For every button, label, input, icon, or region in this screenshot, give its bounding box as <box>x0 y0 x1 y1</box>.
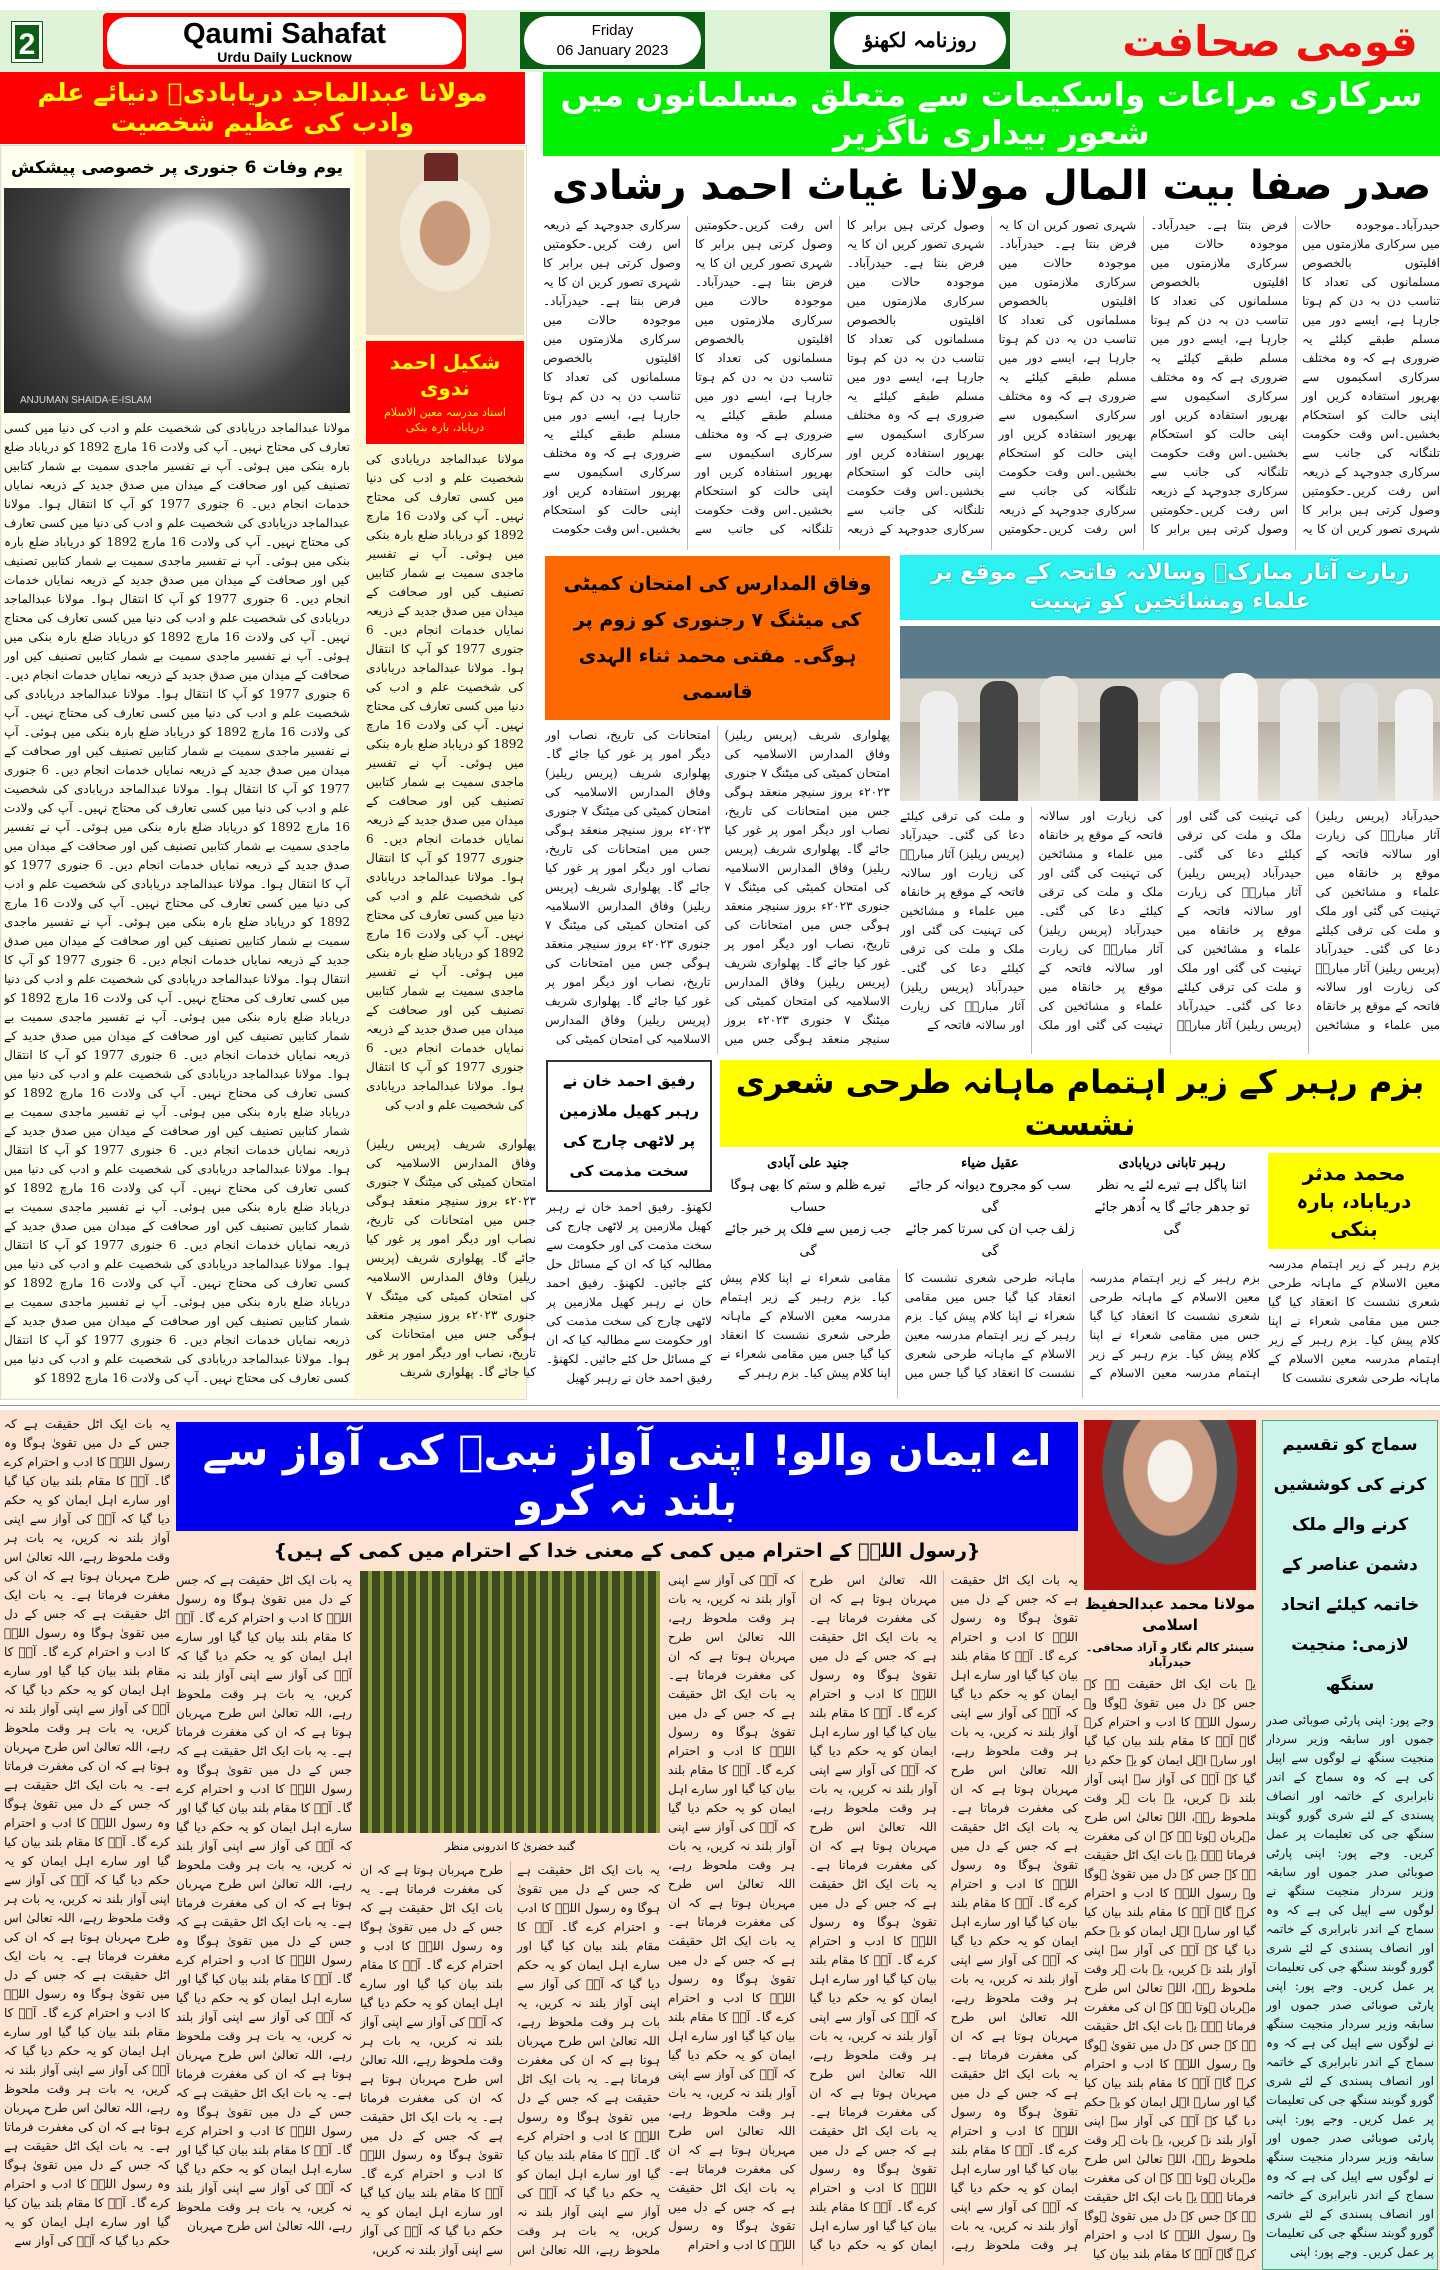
poem-line: اتنا پاگل ہے تیرے لئے یہ نظر <box>1097 1178 1247 1194</box>
mushaira-dateline: محمد مدثر دریاباد، بارہ بنکی <box>1268 1153 1440 1249</box>
lead-story-body: حیدرآباد۔موجودہ حالات میں سرکاری ملازمتوں میں اقلیتوں بالخصوص مسلمانوں کی تعداد کا تناسب دن بہ دن کم ہوتا جارہا ہے، ایسے دور میں مسلم طبقے کیلئے یہ ضروری ہے کہ وہ مختلف سرکاری اسکیموں سے بھرپور استفادہ کریں اور اپنی حالت کو استحکام بخشیں۔اس وقت حکومت تلنگانہ کی جانب سے سرکاری جدوجہد کے ذریعہ اس رفت کریں۔حکومتیں وصول کرتی ہیں برابر کا شہری تصور کریں ان کا یہ فرض بنتا ہے۔ حیدرآباد۔موجودہ حالات میں سرکاری ملازمتوں میں اقلیتوں بالخصوص مسلمانوں کی تعداد کا تناسب دن بہ دن کم ہوتا جارہا ہے، ایسے دور میں مسلم طبقے کیلئے یہ ضروری ہے کہ وہ مختلف سرکاری اسکیموں سے بھرپور استفادہ کریں اور اپنی حالت کو استحکام بخشیں۔اس وقت حکومت تلنگانہ کی جانب سے سرکاری جدوجہد کے ذریعہ اس رفت کریں۔حکومتیں وصول کرتی ہیں برابر کا شہری تصور کریں ان کا یہ فرض بنتا ہے۔ حیدرآباد۔موجودہ حالات میں سرکاری ملازمتوں میں اقلیتوں بالخصوص مسلمانوں کی تعداد کا تناسب دن بہ دن کم ہوتا جارہا ہے، ایسے دور میں مسلم طبقے کیلئے یہ ضروری ہے کہ وہ مختلف سرکاری اسکیموں سے بھرپور استفادہ کریں اور اپنی حالت کو استحکام بخشیں۔اس وقت حکومت تلنگانہ کی جانب سے سرکاری جدوجہد کے ذریعہ اس رفت کریں۔حکومتیں وصول کرتی ہیں برابر کا شہری تصور کریں ان کا یہ فرض بنتا ہے۔ حیدرآباد۔موجودہ حالات میں سرکاری ملازمتوں میں اقلیتوں بالخصوص مسلمانوں کی تعداد کا تناسب دن بہ دن کم ہوتا جارہا ہے، ایسے دور میں مسلم طبقے کیلئے یہ ضروری ہے کہ وہ مختلف سرکاری اسکیموں سے بھرپور استفادہ کریں اور اپنی حالت کو استحکام بخشیں۔اس وقت حکومت تلنگانہ کی جانب سے سرکاری جدوجہد کے ذریعہ اس رفت کریں۔حکومتیں وصول کرتی ہیں برابر کا شہری تصور کریں ان کا یہ فرض بنتا ہے۔ حیدرآباد۔موجودہ حالات میں سرکاری ملازمتوں میں اقلیتوں بالخصوص مسلمانوں کی تعداد کا تناسب دن بہ دن کم ہوتا جارہا ہے، ایسے دور میں مسلم طبقے کیلئے یہ ضروری ہے کہ وہ مختلف سرکاری اسکیموں سے بھرپور استفادہ کریں اور اپنی حالت کو استحکام بخشیں۔اس وقت حکومت تلنگانہ کی جانب سے سرکاری جدوجہد کے ذریعہ اس رفت کریں۔حکومتیں وصول کرتی ہیں برابر کا شہری تصور کریں ان کا یہ فرض بنتا ہے۔ حیدرآباد۔موجودہ حالات میں سرکاری ملازمتوں میں اقلیتوں بالخصوص مسلمانوں کی تعداد کا تناسب دن بہ دن کم ہوتا جارہا ہے، ایسے دور میں مسلم طبقے کیلئے یہ ضروری ہے کہ وہ مختلف سرکاری اسکیموں سے بھرپور استفادہ کریں اور اپنی حالت کو استحکام بخشیں۔اس وقت حکومت <box>543 217 1440 536</box>
roznama-box <box>830 12 1010 69</box>
poem-list <box>720 1153 1260 1263</box>
column-article-body-5: یہ بات ایک اٹل حقیقت ہے کہ جس کے دل میں تقویٰ ہوگا وہ رسول اللہؐ کا ادب و احترام کرے گا۔ آپؐ کا مقام بلند بیان کیا گیا اور سارے اہل ایمان کو یہ حکم دیا گیا کہ آپؐ کی آواز سے اپنی آواز بلند نہ کریں، یہ بات ہر وقت ملحوظ رہے، اللہ تعالیٰ اس طرح مہربان ہوتا ہے کہ ان کی مغفرت فرماتا ہے۔ یہ بات ایک اٹل حقیقت ہے کہ جس کے دل میں تقویٰ ہوگا وہ رسول اللہؐ کا ادب و احترام کرے گا۔ آپؐ کا مقام بلند بیان کیا گیا اور سارے اہل ایمان کو یہ حکم دیا گیا کہ آپؐ کی آواز سے اپنی آواز بلند نہ کریں، یہ بات ہر وقت ملحوظ رہے، اللہ تعالیٰ اس طرح مہربان ہوتا ہے کہ ان کی مغفرت فرماتا ہے۔ یہ بات ایک اٹل حقیقت ہے کہ جس کے دل میں تقویٰ ہوگا وہ رسول اللہؐ کا ادب و احترام کرے گا۔ آپؐ کا مقام بلند بیان کیا گیا اور سارے اہل ایمان کو یہ حکم دیا گیا کہ آپؐ کی آواز سے اپنی آواز بلند نہ کریں، یہ بات ہر وقت ملحوظ رہے، اللہ تعالیٰ اس طرح مہربان ہوتا ہے کہ ان کی مغفرت فرماتا ہے۔ یہ بات ایک اٹل حقیقت ہے کہ جس کے دل میں تقویٰ ہوگا وہ رسول اللہؐ کا ادب و احترام کرے گا۔ آپؐ کا مقام بلند بیان کیا <box>1084 1676 1256 2261</box>
lead-story <box>543 72 1440 550</box>
manjit-body: وجے پور: اپنی پارٹی صوبائی صدر جموں اور سابقہ وزیر سردار منجیت سنگھ نے لوگوں سے اپیل کی ہے کہ وہ سماج کے اندر نابرابری کے خاتمہ اور انصاف پسندی کے لئے شری گورو گوبند سنگھ جی کی تعلیمات پر عمل کریں۔ وجے پور: اپنی پارٹی صوبائی صدر جموں اور سابقہ وزیر سردار منجیت سنگھ نے لوگوں سے اپیل کی ہے کہ وہ سماج کے اندر نابرابری کے خاتمہ اور انصاف پسندی کے لئے شری گورو گوبند سنگھ جی کی تعلیمات پر عمل کریں۔ وجے پور: اپنی پارٹی صوبائی صدر جموں اور سابقہ وزیر سردار منجیت سنگھ نے لوگوں سے اپیل کی ہے کہ وہ سماج کے اندر نابرابری کے خاتمہ اور انصاف پسندی کے لئے شری گورو گوبند سنگھ جی کی تعلیمات پر عمل کریں۔ وجے پور: اپنی پارٹی صوبائی صدر جموں اور سابقہ وزیر سردار منجیت سنگھ نے لوگوں سے اپیل کی ہے کہ وہ سماج کے اندر نابرابری کے خاتمہ اور انصاف پسندی کے لئے شری گورو گوبند سنگھ جی کی تعلیمات پر عمل کریں۔ وجے پور: اپنی <box>1266 1713 1434 2259</box>
poet-name: عقیل ضیاء <box>961 1156 1019 1172</box>
mushaira-banner: بزم رہبر کے زیر اہتمام ماہانہ طرحی شعری نشست <box>720 1060 1440 1147</box>
lead-story-headline: صدر صفا بیت المال مولانا غیاث احمد رشادی <box>551 162 1432 209</box>
author-name: شکیل احمد ندوی <box>389 350 501 400</box>
mosque-photo-caption: گنبد خضریٰ کا اندرونی منظر <box>444 1840 576 1854</box>
rafique-body: لکھنؤ۔ رفیق احمد خان نے رہبر کھیل ملازمین پر لاٹھی چارج کی سخت مذمت کی اور حکومت سے مطالبہ کیا کہ ان کے مسائل حل کئے جائیں۔ لکھنؤ۔ رفیق احمد خان نے رہبر کھیل ملازمین پر لاٹھی چارج کی سخت مذمت کی اور حکومت سے مطالبہ کیا کہ ان کے مسائل حل کئے جائیں۔ لکھنؤ۔ رفیق احمد خان نے رہبر کھیل <box>546 1200 712 1385</box>
brand-tagline: Urdu Daily Lucknow <box>217 49 352 65</box>
poem-line: جب زمیں سے فلک پر خبر جائے گی <box>724 1222 892 1260</box>
lead-story-banner: سرکاری مراعات واسکیمات سے متعلق مسلمانوں میں شعور بیداری ناگزیر <box>543 72 1440 156</box>
column-article-banner: اے ایمان والو! اپنی آواز نبیؐ کی آواز سے بلند نہ کرو <box>176 1422 1078 1531</box>
rafique-story <box>546 1060 712 1398</box>
ziyarat-story <box>900 555 1440 1054</box>
issue-date: 06 January 2023 <box>556 42 669 59</box>
author-portrait <box>366 150 524 335</box>
wifaq-body: پھلواری شریف (پریس ریلیز) وفاق المدارس الاسلامیہ کی امتحان کمیٹی کی میٹنگ ۷ جنوری ۲۰۲۳ء بروز سنیچر منعقد ہوگی جس میں امتحانات کی تاریخ، نصاب اور دیگر امور پر غور کیا جائے گا۔ پھلواری شریف (پریس ریلیز) وفاق المدارس الاسلامیہ کی امتحان کمیٹی کی میٹنگ ۷ جنوری ۲۰۲۳ء بروز سنیچر منعقد ہوگی جس میں امتحانات کی تاریخ، نصاب اور دیگر امور پر غور کیا جائے گا۔ پھلواری شریف (پریس ریلیز) وفاق المدارس الاسلامیہ کی امتحان کمیٹی کی میٹنگ ۷ جنوری ۲۰۲۳ء بروز سنیچر منعقد ہوگی جس میں امتحانات کی تاریخ، نصاب اور دیگر امور پر غور کیا جائے گا۔ پھلواری شریف (پریس ریلیز) وفاق المدارس الاسلامیہ کی امتحان کمیٹی کی میٹنگ ۷ جنوری ۲۰۲۳ء بروز سنیچر منعقد ہوگی جس میں امتحانات کی تاریخ، نصاب اور دیگر امور پر غور کیا جائے گا۔ پھلواری شریف (پریس ریلیز) وفاق المدارس الاسلامیہ کی امتحان کمیٹی کی میٹنگ ۷ جنوری ۲۰۲۳ء بروز سنیچر منعقد ہوگی جس میں امتحانات کی تاریخ، نصاب اور دیگر امور پر غور کیا جائے گا۔ پھلواری شریف (پریس ریلیز) وفاق المدارس الاسلامیہ کی امتحان کمیٹی کی <box>545 728 890 1046</box>
author-box <box>366 341 524 444</box>
poem-2 <box>902 1153 1078 1263</box>
maulana-daryabadi-photo <box>4 188 350 413</box>
mushaira-poems-cont: بزم رہبر کے زیر اہتمام مدرسہ معین الاسلام کے ماہانہ طرحی شعری نشست کا انعقاد کیا گیا جس میں مقامی شعراء نے اپنا کلام پیش کیا۔ بزم رہبر کے زیر اہتمام مدرسہ معین الاسلام کے ماہانہ طرحی شعری نشست کا انعقاد کیا گیا جس میں مقامی شعراء نے اپنا کلام پیش کیا۔ بزم رہبر کے زیر اہتمام مدرسہ معین الاسلام کے ماہانہ طرحی شعری نشست کا انعقاد کیا گیا جس میں مقامی شعراء نے اپنا کلام پیش کیا۔ بزم رہبر کے زیر اہتمام مدرسہ معین الاسلام کے ماہانہ طرحی شعری نشست کا انعقاد کیا گیا جس میں مقامی شعراء نے اپنا کلام پیش کیا۔ بزم رہبر کے <box>720 1271 1260 1381</box>
poem-1 <box>1084 1153 1260 1263</box>
poem-3 <box>720 1153 896 1263</box>
column-article-body-2: یہ بات ایک اٹل حقیقت ہے کہ جس کے دل میں تقویٰ ہوگا وہ رسول اللہؐ کا ادب و احترام کرے گا۔ آپؐ کا مقام بلند بیان کیا گیا اور سارے اہل ایمان کو یہ حکم دیا گیا کہ آپؐ کی آواز سے اپنی آواز بلند نہ کریں، یہ بات ہر وقت ملحوظ رہے، اللہ تعالیٰ اس طرح مہربان ہوتا ہے کہ ان کی مغفرت فرماتا ہے۔ یہ بات ایک اٹل حقیقت ہے کہ جس کے دل میں تقویٰ ہوگا وہ رسول اللہؐ کا ادب و احترام کرے گا۔ آپؐ کا مقام بلند بیان کیا گیا اور سارے اہل ایمان کو یہ حکم دیا گیا کہ آپؐ کی آواز سے اپنی آواز بلند نہ کریں، یہ بات ہر وقت ملحوظ رہے، اللہ تعالیٰ اس طرح مہربان ہوتا ہے کہ ان کی مغفرت فرماتا ہے۔ یہ بات ایک اٹل حقیقت ہے کہ جس کے دل میں تقویٰ ہوگا وہ رسول اللہؐ کا ادب و احترام کرے گا۔ آپؐ کا مقام بلند بیان کیا گیا اور سارے اہل ایمان کو یہ حکم دیا گیا کہ آپؐ کی آواز سے اپنی آواز بلند نہ کریں، یہ بات ہر وقت ملحوظ رہے، اللہ تعالیٰ اس طرح مہربان ہوتا ہے کہ ان کی مغفرت فرماتا ہے۔ یہ بات ایک اٹل حقیقت ہے کہ جس کے دل میں تقویٰ ہوگا وہ رسول اللہؐ کا ادب و احترام کرے گا۔ آپؐ کا مقام بلند بیان کیا گیا اور سارے اہل ایمان کو یہ حکم دیا گیا کہ آپؐ کی آواز سے اپنی آواز بلند نہ کریں، یہ بات ہر وقت ملحوظ رہے، اللہ تعالیٰ اس طرح مہربان <box>176 1573 352 2234</box>
mushaira-report-column <box>1268 1153 1440 1398</box>
section-divider <box>0 1405 1440 1406</box>
rafique-headline: رفیق احمد خان نے رہبر کھیل ملازمین پر لاٹھی چارج کی سخت مذمت کی <box>546 1060 712 1192</box>
page-number: 2 <box>12 22 42 62</box>
ziyarat-body: حیدرآباد (پریس ریلیز) آثار مبارکؐ کی زیارت اور سالانہ فاتحہ کے موقع پر خانقاہ میں علماء و مشائخین کی تہنیت کی گئی اور ملک و ملت کی ترقی کیلئے دعا کی گئی۔ حیدرآباد (پریس ریلیز) آثار مبارکؐ کی زیارت اور سالانہ فاتحہ کے موقع پر خانقاہ میں علماء و مشائخین کی تہنیت کی گئی اور ملک و ملت کی ترقی کیلئے دعا کی گئی۔ حیدرآباد (پریس ریلیز) آثار مبارکؐ کی زیارت اور سالانہ فاتحہ کے موقع پر خانقاہ میں علماء و مشائخین کی تہنیت کی گئی اور ملک و ملت کی ترقی کیلئے دعا کی گئی۔ حیدرآباد (پریس ریلیز) آثار مبارکؐ کی زیارت اور سالانہ فاتحہ کے موقع پر خانقاہ میں علماء و مشائخین کی تہنیت کی گئی اور ملک و ملت کی ترقی کیلئے دعا کی گئی۔ حیدرآباد (پریس ریلیز) آثار مبارکؐ کی زیارت اور سالانہ فاتحہ کے موقع پر خانقاہ میں علماء و مشائخین کی تہنیت کی گئی اور ملک و ملت کی ترقی کیلئے دعا کی گئی۔ حیدرآباد (پریس ریلیز) آثار مبارکؐ کی زیارت اور سالانہ فاتحہ کے موقع پر خانقاہ میں علماء و مشائخین کی تہنیت کی گئی اور ملک و ملت کی ترقی کیلئے دعا کی گئی۔ حیدرآباد (پریس ریلیز) آثار مبارکؐ کی زیارت اور سالانہ فاتحہ کے <box>900 809 1440 1033</box>
author-title: استاد مدرسہ معین الاسلام دریاباد، بارہ بنکی <box>384 406 506 435</box>
left-feature-body-col2: مولانا عبدالماجد دریابادی کی شخصیت علم و ادب کی دنیا میں کسی تعارف کی محتاج نہیں۔ آپ کی ولادت 16 مارچ 1892 کو دریاباد ضلع بارہ بنکی میں ہوئی۔ آپ نے تفسیر ماجدی سمیت بے شمار کتابیں تصنیف کیں اور صحافت کے میدان میں صدق جدید کے ذریعہ نمایاں خدمات انجام دیں۔ 6 جنوری 1977 کو آپ کا انتقال ہوا۔ مولانا عبدالماجد دریابادی کی شخصیت علم و ادب کی دنیا میں کسی تعارف کی محتاج نہیں۔ آپ کی ولادت 16 مارچ 1892 کو دریاباد ضلع بارہ بنکی میں ہوئی۔ آپ نے تفسیر ماجدی سمیت بے شمار کتابیں تصنیف کیں اور صحافت کے میدان میں صدق جدید کے ذریعہ نمایاں خدمات انجام دیں۔ 6 جنوری 1977 کو آپ کا انتقال ہوا۔ مولانا عبدالماجد دریابادی کی شخصیت علم و ادب کی دنیا میں کسی تعارف کی محتاج نہیں۔ آپ کی ولادت 16 مارچ 1892 کو دریاباد ضلع بارہ بنکی میں ہوئی۔ آپ نے تفسیر ماجدی سمیت بے شمار کتابیں تصنیف کیں اور صحافت کے میدان میں صدق جدید کے ذریعہ نمایاں خدمات انجام دیں۔ 6 جنوری 1977 کو آپ کا انتقال ہوا۔ مولانا عبدالماجد دریابادی کی شخصیت علم و ادب کی <box>366 451 524 1112</box>
columnist-column <box>1084 1420 1256 2265</box>
columnist-title: سینئر کالم نگار و آزاد صحافی۔ حیدرآباد <box>1085 1641 1255 1670</box>
column-article-photo-column <box>360 1571 660 2265</box>
mushaira-story <box>720 1060 1440 1398</box>
wifaq-story <box>545 556 890 1054</box>
wifaq-headline: وفاق المدارس کی امتحان کمیٹی کی میٹنگ ۷ رجنوری کو زوم پر ہوگی۔ مفتی محمد ثناء الہدی قاسمی <box>545 556 890 720</box>
left-feature-body: مولانا عبدالماجد دریابادی کی شخصیت علم و ادب کی دنیا میں کسی تعارف کی محتاج نہیں۔ آپ کی ولادت 16 مارچ 1892 کو دریاباد ضلع بارہ بنکی میں ہوئی۔ آپ نے تفسیر ماجدی سمیت بے شمار کتابیں تصنیف کیں اور صحافت کے میدان میں صدق جدید کے ذریعہ نمایاں خدمات انجام دیں۔ 6 جنوری 1977 کو آپ کا انتقال ہوا۔ مولانا عبدالماجد دریابادی کی شخصیت علم و ادب کی دنیا میں کسی تعارف کی محتاج نہیں۔ آپ کی ولادت 16 مارچ 1892 کو دریاباد ضلع بارہ بنکی میں ہوئی۔ آپ نے تفسیر ماجدی سمیت بے شمار کتابیں تصنیف کیں اور صحافت کے میدان میں صدق جدید کے ذریعہ نمایاں خدمات انجام دیں۔ 6 جنوری 1977 کو آپ کا انتقال ہوا۔ مولانا عبدالماجد دریابادی کی شخصیت علم و ادب کی دنیا میں کسی تعارف کی محتاج نہیں۔ آپ کی ولادت 16 مارچ 1892 کو دریاباد ضلع بارہ بنکی میں ہوئی۔ آپ نے تفسیر ماجدی سمیت بے شمار کتابیں تصنیف کیں اور صحافت کے میدان میں صدق جدید کے ذریعہ نمایاں خدمات انجام دیں۔ 6 جنوری 1977 کو آپ کا انتقال ہوا۔ مولانا عبدالماجد دریابادی کی شخصیت علم و ادب کی دنیا میں کسی تعارف کی محتاج نہیں۔ آپ کی ولادت 16 مارچ 1892 کو دریاباد ضلع بارہ بنکی میں ہوئی۔ آپ نے تفسیر ماجدی سمیت بے شمار کتابیں تصنیف کیں اور صحافت کے میدان میں صدق جدید کے ذریعہ نمایاں خدمات انجام دیں۔ 6 جنوری 1977 کو آپ کا انتقال ہوا۔ مولانا عبدالماجد دریابادی کی شخصیت علم و ادب کی دنیا میں کسی تعارف کی محتاج نہیں۔ آپ کی ولادت 16 مارچ 1892 کو دریاباد ضلع بارہ بنکی میں ہوئی۔ آپ نے تفسیر ماجدی سمیت بے شمار کتابیں تصنیف کیں اور صحافت کے میدان میں صدق جدید کے ذریعہ نمایاں خدمات انجام دیں۔ 6 جنوری 1977 کو آپ کا انتقال ہوا۔ مولانا عبدالماجد دریابادی کی شخصیت علم و ادب کی دنیا میں کسی تعارف کی محتاج نہیں۔ آپ کی ولادت 16 مارچ 1892 کو دریاباد ضلع بارہ بنکی میں ہوئی۔ آپ نے تفسیر ماجدی سمیت بے شمار کتابیں تصنیف کیں اور صحافت کے میدان میں صدق جدید کے ذریعہ نمایاں خدمات انجام دیں۔ 6 جنوری 1977 کو آپ کا انتقال ہوا۔ مولانا عبدالماجد دریابادی کی شخصیت علم و ادب کی دنیا میں کسی تعارف کی محتاج نہیں۔ آپ کی ولادت 16 مارچ 1892 کو دریاباد ضلع بارہ بنکی میں ہوئی۔ آپ نے تفسیر ماجدی سمیت بے شمار کتابیں تصنیف کیں اور صحافت کے میدان میں صدق جدید کے ذریعہ نمایاں خدمات انجام دیں۔ 6 جنوری 1977 کو آپ کا انتقال ہوا۔ مولانا عبدالماجد دریابادی کی شخصیت علم و ادب کی دنیا میں کسی تعارف کی محتاج نہیں۔ آپ کی ولادت 16 مارچ 1892 کو دریاباد ضلع بارہ بنکی میں ہوئی۔ آپ نے تفسیر ماجدی سمیت بے شمار کتابیں تصنیف کیں اور صحافت کے میدان میں صدق جدید کے ذریعہ نمایاں خدمات انجام دیں۔ 6 جنوری 1977 کو آپ کا انتقال ہوا۔ مولانا عبدالماجد دریابادی کی شخصیت علم و ادب کی دنیا میں کسی تعارف کی محتاج نہیں۔ آپ کی ولادت 16 مارچ 1892 کو دریاباد ضلع بارہ بنکی میں ہوئی۔ آپ نے تفسیر ماجدی سمیت بے شمار کتابیں تصنیف کیں اور صحافت کے میدان میں صدق جدید کے ذریعہ نمایاں خدمات انجام دیں۔ 6 جنوری 1977 کو آپ کا انتقال ہوا۔ مولانا عبدالماجد دریابادی کی شخصیت علم و ادب کی دنیا میں کسی تعارف کی محتاج نہیں۔ آپ کی ولادت 16 مارچ 1892 کو دریاباد ضلع بارہ بنکی میں ہوئی۔ آپ نے تفسیر ماجدی سمیت بے شمار کتابیں تصنیف کیں اور صحافت کے میدان میں صدق جدید کے ذریعہ نمایاں خدمات انجام دیں۔ 6 جنوری 1977 کو آپ کا انتقال ہوا۔ مولانا عبدالماجد دریابادی کی شخصیت علم و ادب کی دنیا میں کسی تعارف کی محتاج نہیں۔ آپ کی ولادت 16 مارچ 1892 کو <box>4 420 350 1385</box>
column-article-body-4: یہ بات ایک اٹل حقیقت ہے کہ جس کے دل میں تقویٰ ہوگا وہ رسول اللہؐ کا ادب و احترام کرے گا۔ آپؐ کا مقام بلند بیان کیا گیا اور سارے اہل ایمان کو یہ حکم دیا گیا کہ آپؐ کی آواز سے اپنی آواز بلند نہ کریں، یہ بات ہر وقت ملحوظ رہے، اللہ تعالیٰ اس طرح مہربان ہوتا ہے کہ ان کی مغفرت فرماتا ہے۔ یہ بات ایک اٹل حقیقت ہے کہ جس کے دل میں تقویٰ ہوگا وہ رسول اللہؐ کا ادب و احترام کرے گا۔ آپؐ کا مقام بلند بیان کیا گیا اور سارے اہل ایمان کو یہ حکم دیا گیا کہ آپؐ کی آواز سے اپنی آواز بلند نہ کریں، یہ بات ہر وقت ملحوظ رہے، اللہ تعالیٰ اس طرح مہربان ہوتا ہے کہ ان کی مغفرت فرماتا ہے۔ یہ بات ایک اٹل حقیقت ہے کہ جس کے دل میں تقویٰ ہوگا وہ رسول اللہؐ کا ادب و احترام کرے گا۔ آپؐ کا مقام بلند بیان کیا گیا اور سارے اہل ایمان کو یہ حکم دیا گیا کہ آپؐ کی آواز سے اپنی آواز بلند نہ کریں، یہ بات ہر وقت ملحوظ رہے، اللہ تعالیٰ اس طرح مہربان ہوتا ہے کہ ان کی مغفرت فرماتا ہے۔ یہ بات ایک اٹل حقیقت ہے کہ جس کے دل میں تقویٰ ہوگا وہ رسول اللہؐ کا ادب و احترام کرے گا۔ آپؐ کا مقام بلند بیان کیا گیا اور سارے اہل ایمان کو یہ حکم دیا گیا کہ آپؐ کی آواز سے اپنی آواز بلند نہ کریں، یہ بات ہر وقت ملحوظ رہے، اللہ تعالیٰ اس طرح مہربان ہوتا ہے کہ ان کی مغفرت فرماتا ہے۔ یہ بات ایک اٹل حقیقت ہے کہ جس کے دل میں تقویٰ ہوگا وہ رسول اللہؐ کا ادب و احترام کرے گا۔ آپؐ کا مقام بلند بیان کیا گیا اور سارے اہل ایمان کو یہ حکم دیا گیا کہ آپؐ کی آواز سے اپنی آواز بلند نہ کریں، یہ بات ہر وقت ملحوظ رہے، اللہ تعالیٰ اس طرح مہربان ہوتا ہے کہ ان کی مغفرت فرماتا ہے۔ یہ بات ایک اٹل حقیقت ہے کہ جس کے دل میں تقویٰ ہوگا وہ رسول اللہؐ کا ادب و احترام کرے گا۔ آپؐ کا مقام بلند بیان کیا گیا اور سارے اہل ایمان کو یہ حکم دیا گیا کہ آپؐ کی آواز سے اپنی آواز بلند نہ کریں، یہ بات ہر وقت ملحوظ رہے، اللہ تعالیٰ اس طرح مہربان ہوتا ہے کہ ان کی مغفرت فرماتا ہے۔ یہ بات ایک اٹل حقیقت ہے کہ جس کے دل میں تقویٰ ہوگا وہ رسول اللہؐ کا ادب و احترام کرے گا۔ آپؐ کا مقام بلند بیان کیا گیا اور سارے اہل ایمان کو یہ حکم دیا گیا کہ آپؐ کی آواز سے اپنی آواز بلند نہ کریں، یہ بات ہر وقت ملحوظ رہے، اللہ تعالیٰ اس طرح مہربان ہوتا ہے کہ ان کی مغفرت فرماتا ہے۔ یہ بات ایک اٹل حقیقت ہے کہ جس کے دل میں تقویٰ ہوگا وہ رسول اللہؐ کا ادب و احترام کرے گا۔ آپؐ کا مقام بلند بیان کیا گیا اور سارے اہل ایمان کو یہ حکم دیا گیا کہ آپؐ کی آواز سے اپنی آواز بلند نہ کریں، یہ بات ہر وقت ملحوظ رہے، اللہ تعالیٰ اس طرح مہربان ہوتا ہے کہ ان کی مغفرت فرماتا ہے۔ یہ بات ایک اٹل حقیقت ہے کہ جس کے دل میں تقویٰ ہوگا وہ رسول اللہؐ کا ادب و احترام <box>668 1573 1078 2253</box>
poem-line: تیرے ظلم و ستم کا بھی ہوگا حساب <box>730 1178 886 1216</box>
poet-name: رہبر تابانی دریابادی <box>1118 1156 1226 1172</box>
ziyarat-headline: زیارت آثار مبارکؐ وسالانہ فاتحہ کے موقع پر علماء ومشائخین کو تہنیت <box>900 555 1440 620</box>
column-article-body-3: یہ بات ایک اٹل حقیقت ہے کہ جس کے دل میں تقویٰ ہوگا وہ رسول اللہؐ کا ادب و احترام کرے گا۔ آپؐ کا مقام بلند بیان کیا گیا اور سارے اہل ایمان کو یہ حکم دیا گیا کہ آپؐ کی آواز سے اپنی آواز بلند نہ کریں، یہ بات ہر وقت ملحوظ رہے، اللہ تعالیٰ اس طرح مہربان ہوتا ہے کہ ان کی مغفرت فرماتا ہے۔ یہ بات ایک اٹل حقیقت ہے کہ جس کے دل میں تقویٰ ہوگا وہ رسول اللہؐ کا ادب و احترام کرے گا۔ آپؐ کا مقام بلند بیان کیا گیا اور سارے اہل ایمان کو یہ حکم دیا گیا کہ آپؐ کی آواز سے اپنی آواز بلند نہ کریں، یہ بات ہر وقت ملحوظ رہے، اللہ تعالیٰ اس طرح مہربان ہوتا ہے کہ ان کی مغفرت فرماتا ہے۔ یہ بات ایک اٹل حقیقت ہے کہ جس کے دل میں تقویٰ ہوگا وہ رسول اللہؐ کا ادب و احترام کرے گا۔ آپؐ کا مقام بلند بیان کیا گیا اور سارے اہل ایمان کو یہ حکم دیا گیا کہ آپؐ کی آواز سے اپنی آواز بلند نہ کریں، یہ بات ہر وقت ملحوظ رہے، اللہ تعالیٰ اس طرح مہربان ہوتا ہے کہ ان کی مغفرت فرماتا ہے۔ یہ بات ایک اٹل حقیقت ہے کہ جس کے دل میں تقویٰ ہوگا وہ رسول اللہؐ کا ادب و احترام کرے گا۔ آپؐ کا مقام بلند بیان کیا گیا اور سارے اہل ایمان کو یہ حکم دیا گیا کہ آپؐ کی آواز سے اپنی آواز بلند نہ کریں، <box>360 1862 660 2257</box>
column-article <box>176 1422 1078 2265</box>
poem-line: تو جدھر جائے گا یہ اُدھر جائے گی <box>1094 1200 1250 1238</box>
date-box <box>520 12 705 69</box>
poem-line: سب کو مجروح دیوانہ کر جائے گی <box>909 1178 1071 1216</box>
left-feature-main-column <box>4 150 350 1395</box>
issue-day: Friday <box>591 22 634 39</box>
left-feature-subheading: یوم وفات 6 جنوری پر خصوصی پیشکش <box>10 158 344 178</box>
photo-credit: ANJUMAN SHAIDA-E-ISLAM <box>20 394 152 406</box>
mushaira-body: بزم رہبر کے زیر اہتمام مدرسہ معین الاسلام کے ماہانہ طرحی شعری نشست کا انعقاد کیا گیا جس میں مقامی شعراء نے اپنا کلام پیش کیا۔ بزم رہبر کے زیر اہتمام مدرسہ معین الاسلام کے ماہانہ طرحی شعری نشست کا <box>1268 1257 1440 1386</box>
columnist-name: مولانا محمد عبدالحفیظ اسلامی <box>1085 1595 1255 1634</box>
mosque-interior-photo <box>360 1571 660 1833</box>
column-article-subheadline: {رسول اللہؐ کے احترام میں کمی کے معنی خدا کے احترام میں کمی کے ہیں} <box>273 1539 981 1562</box>
brand-name: Qaumi Sahafat <box>182 18 387 50</box>
urdu-logo: قومی صحافت <box>1122 17 1418 66</box>
mushaira-content <box>720 1153 1440 1398</box>
manjit-headline: سماج کو تقسیم کرنے کی کوششیں کرنے والے ملک دشمن عناصر کے خاتمہ کیلئے اتحاد لازمی: منجیت سنگھ <box>1273 1435 1427 1695</box>
left-feature-side-column <box>366 150 524 1125</box>
ziyarat-group-photo <box>900 626 1440 801</box>
poem-line: زلف جب ان کی سرتا کمر جائے گی <box>905 1222 1075 1260</box>
wifaq-body-cont: پھلواری شریف (پریس ریلیز) وفاق المدارس الاسلامیہ کی امتحان کمیٹی کی میٹنگ ۷ جنوری ۲۰۲۳ء بروز سنیچر منعقد ہوگی جس میں امتحانات کی تاریخ، نصاب اور دیگر امور پر غور کیا جائے گا۔ پھلواری شریف (پریس ریلیز) وفاق المدارس الاسلامیہ کی امتحان کمیٹی کی میٹنگ ۷ جنوری ۲۰۲۳ء بروز سنیچر منعقد ہوگی جس میں امتحانات کی تاریخ، نصاب اور دیگر امور پر غور کیا جائے گا۔ پھلواری شریف <box>366 1137 536 1379</box>
author-portrait-cap <box>424 153 458 181</box>
roznama-label: روزنامہ لکھنؤ <box>834 16 1006 65</box>
poet-name: جنید علی آبادی <box>767 1156 849 1172</box>
columnist-photo <box>1084 1420 1256 1590</box>
left-feature-banner: مولانا عبدالماجد دریابادیؒ دنیائے علم وادب کی عظیم شخصیت <box>0 72 525 144</box>
column-article-columns <box>176 1571 1078 2265</box>
brand-box <box>103 13 466 69</box>
manjit-story <box>1266 1425 1434 2265</box>
mushaira-poems-column <box>720 1153 1260 1398</box>
column-article-body-left: یہ بات ایک اٹل حقیقت ہے کہ جس کے دل میں تقویٰ ہوگا وہ رسول اللہؐ کا ادب و احترام کرے گا۔ آپؐ کا مقام بلند بیان کیا گیا اور سارے اہل ایمان کو یہ حکم دیا گیا کہ آپؐ کی آواز سے اپنی آواز بلند نہ کریں، یہ بات ہر وقت ملحوظ رہے، اللہ تعالیٰ اس طرح مہربان ہوتا ہے کہ ان کی مغفرت فرماتا ہے۔ یہ بات ایک اٹل حقیقت ہے کہ جس کے دل میں تقویٰ ہوگا وہ رسول اللہؐ کا ادب و احترام کرے گا۔ آپؐ کا مقام بلند بیان کیا گیا اور سارے اہل ایمان کو یہ حکم دیا گیا کہ آپؐ کی آواز سے اپنی آواز بلند نہ کریں، یہ بات ہر وقت ملحوظ رہے، اللہ تعالیٰ اس طرح مہربان ہوتا ہے کہ ان کی مغفرت فرماتا ہے۔ یہ بات ایک اٹل حقیقت ہے کہ جس کے دل میں تقویٰ ہوگا وہ رسول اللہؐ کا ادب و احترام کرے گا۔ آپؐ کا مقام بلند بیان کیا گیا اور سارے اہل ایمان کو یہ حکم دیا گیا کہ آپؐ کی آواز سے اپنی آواز بلند نہ کریں، یہ بات ہر وقت ملحوظ رہے، اللہ تعالیٰ اس طرح مہربان ہوتا ہے کہ ان کی مغفرت فرماتا ہے۔ یہ بات ایک اٹل حقیقت ہے کہ جس کے دل میں تقویٰ ہوگا وہ رسول اللہؐ کا ادب و احترام کرے گا۔ آپؐ کا مقام بلند بیان کیا گیا اور سارے اہل ایمان کو یہ حکم دیا گیا کہ آپؐ کی آواز سے اپنی آواز بلند نہ کریں، یہ بات ہر وقت ملحوظ رہے، اللہ تعالیٰ اس طرح مہربان ہوتا ہے کہ ان کی مغفرت فرماتا ہے۔ یہ بات ایک اٹل حقیقت ہے کہ جس کے دل میں تقویٰ ہوگا وہ رسول اللہؐ کا ادب و احترام کرے گا۔ آپؐ کا مقام بلند بیان کیا گیا اور سارے اہل ایمان کو یہ حکم دیا گیا کہ آپؐ کی آواز سے <box>4 1417 170 2248</box>
